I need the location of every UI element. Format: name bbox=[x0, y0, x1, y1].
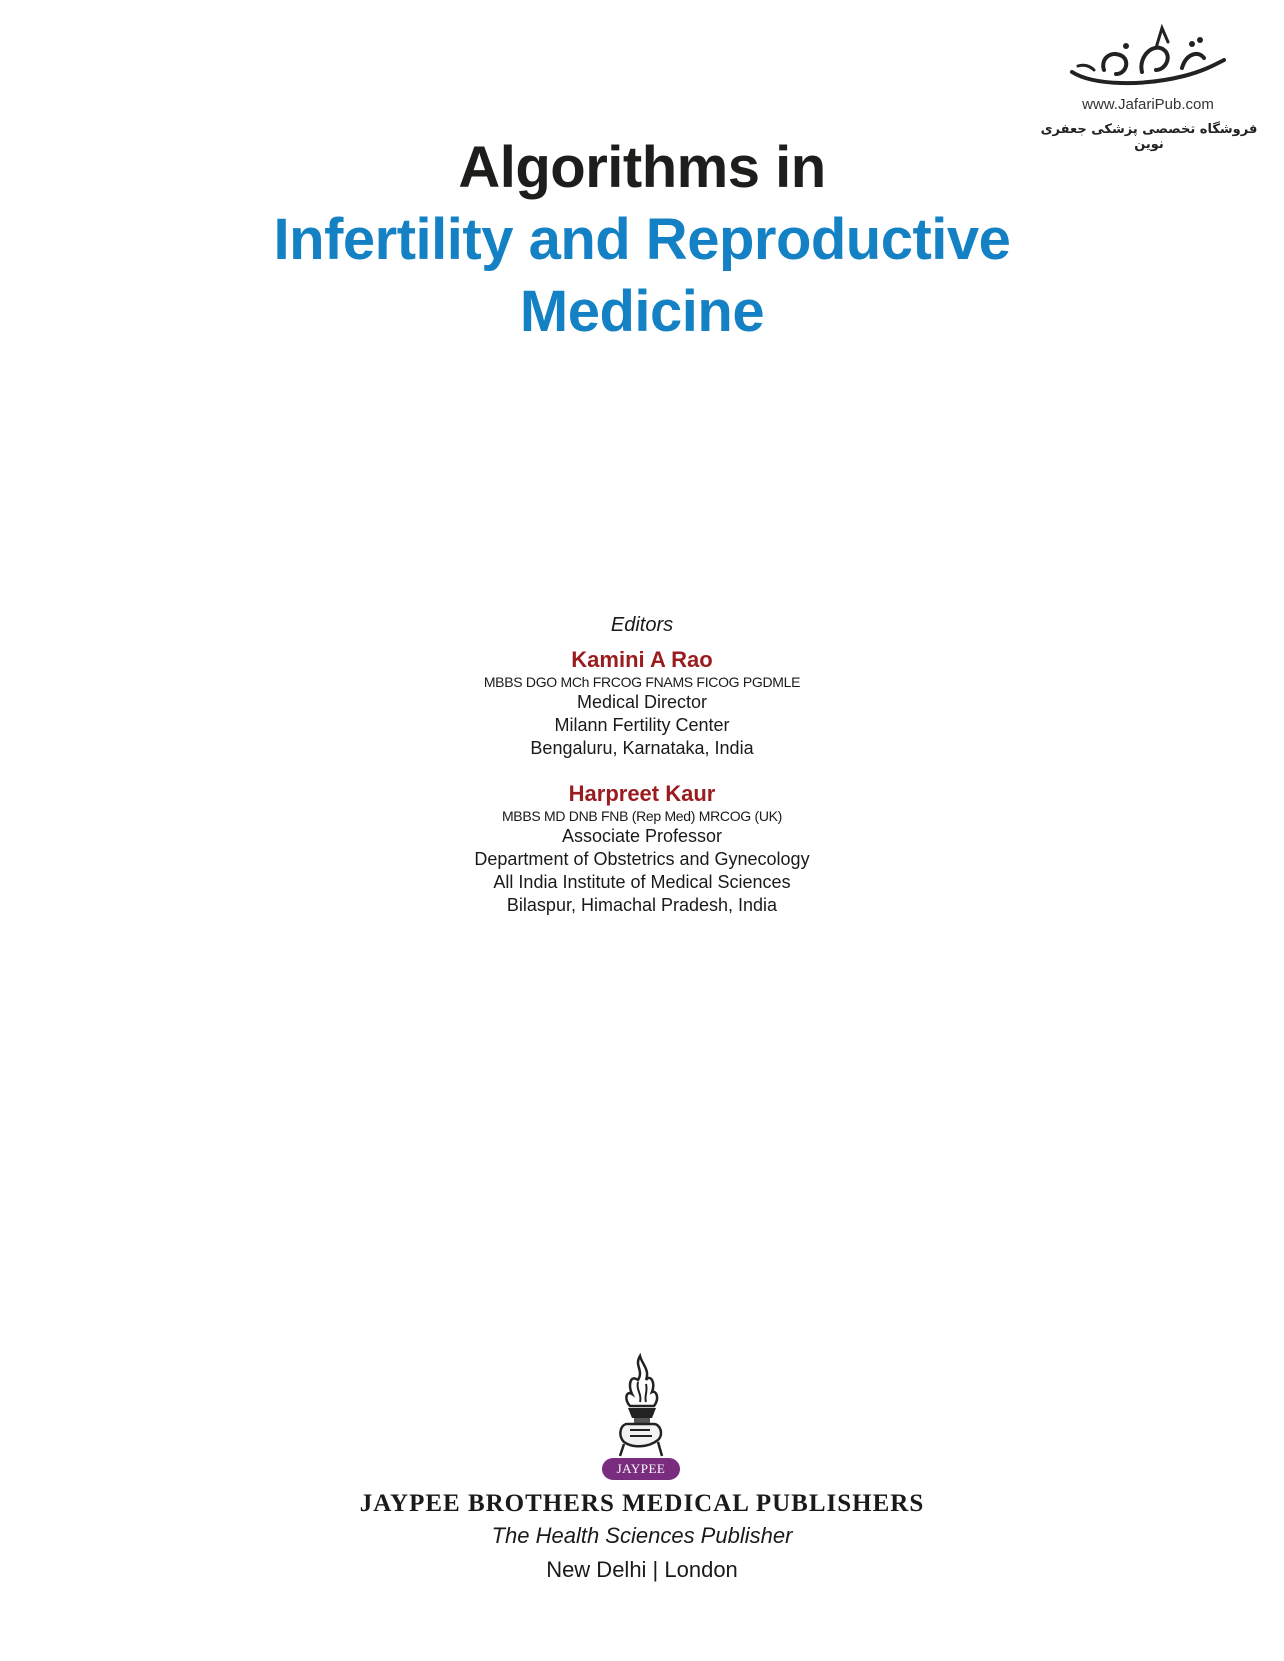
editor-institution: Milann Fertility Center bbox=[554, 715, 730, 735]
book-title bbox=[0, 132, 1284, 348]
editor-position: Medical Director bbox=[576, 692, 708, 712]
editor-entry bbox=[0, 780, 1284, 917]
editors-section bbox=[0, 612, 1284, 937]
editor-degrees: MBBS MD DNB FNB (Rep Med) MRCOG (UK) bbox=[501, 808, 783, 824]
editors-label: Editors bbox=[610, 614, 674, 636]
publisher-tagline: The Health Sciences Publisher bbox=[491, 1523, 793, 1548]
editor-location: Bengaluru, Karnataka, India bbox=[530, 738, 754, 758]
watermark bbox=[1040, 20, 1260, 150]
editor-name: Kamini A Rao bbox=[571, 647, 713, 672]
watermark-store-name: فروشگاه تخصصی پزشکی جعفری نوین bbox=[1040, 122, 1258, 152]
jaypee-logo-badge: JAYPEE bbox=[602, 1458, 680, 1480]
jafaripub-logo-icon bbox=[1064, 20, 1234, 98]
title-line-2: Infertility and Reproductive bbox=[273, 207, 1011, 272]
editor-name: Harpreet Kaur bbox=[568, 781, 716, 806]
editor-degrees: MBBS DGO MCh FRCOG FNAMS FICOG PGDMLE bbox=[483, 674, 801, 690]
title-line-3: Medicine bbox=[519, 279, 765, 344]
editor-department: Department of Obstetrics and Gynecology bbox=[474, 849, 810, 869]
publisher-name: JAYPEE BROTHERS MEDICAL PUBLISHERS bbox=[359, 1490, 925, 1517]
editor-institution: All India Institute of Medical Sciences bbox=[493, 872, 791, 892]
jaypee-logo bbox=[600, 1352, 684, 1482]
watermark-url[interactable]: www.JafariPub.com bbox=[1082, 96, 1214, 113]
editor-position: Associate Professor bbox=[561, 826, 723, 846]
title-line-1: Algorithms in bbox=[458, 135, 826, 200]
editor-entry bbox=[0, 646, 1284, 760]
editor-location: Bilaspur, Himachal Pradesh, India bbox=[506, 895, 778, 915]
publisher-section bbox=[0, 1488, 1284, 1588]
torch-icon bbox=[600, 1352, 684, 1462]
publisher-cities: New Delhi | London bbox=[546, 1557, 738, 1582]
